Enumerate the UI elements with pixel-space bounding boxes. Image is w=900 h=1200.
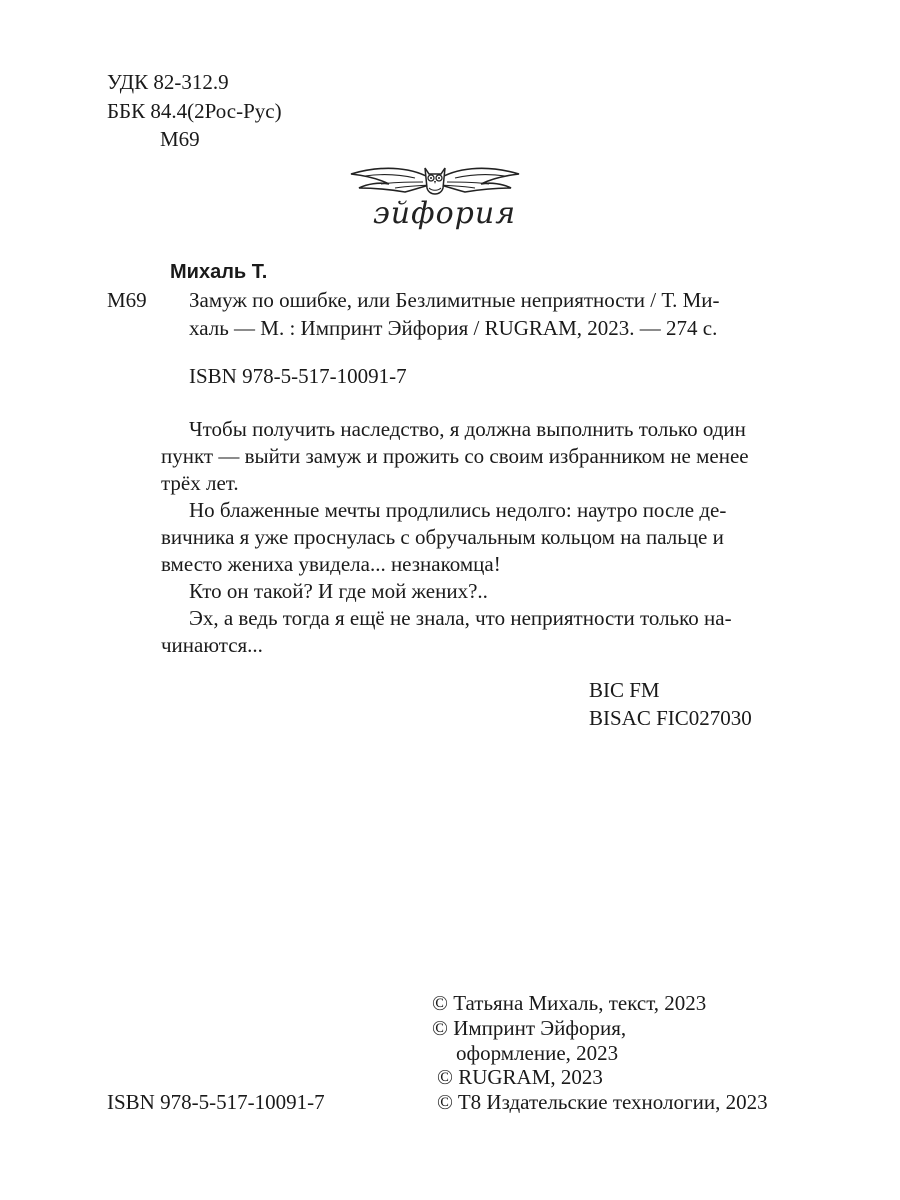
- publisher-logo: [345, 158, 525, 238]
- footer-isbn: ISBN 978-5-517-10091-7: [107, 1090, 325, 1114]
- udk-code: УДК 82-312.9: [107, 70, 229, 94]
- copyright-rugram: © RUGRAM, 2023: [437, 1065, 603, 1089]
- copyright-imprint-design: оформление, 2023: [456, 1041, 619, 1065]
- copyright-imprint: © Импринт Эйфория,: [432, 1016, 627, 1040]
- annotation-line: вместо жениха увидела... незнакомца!: [161, 552, 501, 576]
- annotation-line: Эх, а ведь тогда я ещё не знала, что неприятности только на-: [189, 606, 732, 630]
- bic-code: BIC FM: [589, 678, 660, 702]
- annotation-line: Чтобы получить наследство, я должна выполнить только один: [189, 417, 746, 441]
- annotation-line: пункт — выйти замуж и прожить со своим избранником не менее: [161, 444, 749, 468]
- annotation-line: Но блаженные мечты продлились недолго: наутро после де-: [189, 498, 727, 522]
- bibliographic-title-line-1: Замуж по ошибке, или Безлимитные неприятности / Т. Ми-: [189, 288, 720, 312]
- annotation-line: чинаются...: [161, 633, 263, 657]
- bibliographic-title-line-2: халь — М. : Импринт Эйфория / RUGRAM, 2023. — 274 с.: [189, 316, 718, 340]
- copyright-t8: © T8 Издательские технологии, 2023: [437, 1090, 768, 1114]
- author-mark-code: М69: [160, 127, 200, 151]
- author-name: Михаль Т.: [170, 261, 268, 283]
- bibliographic-mark: М69: [107, 288, 147, 312]
- annotation-line: Кто он такой? И где мой жених?..: [189, 579, 488, 603]
- annotation-line: вичника я уже проснулась с обручальным кольцом на пальце и: [161, 525, 724, 549]
- isbn-entry: ISBN 978-5-517-10091-7: [189, 364, 407, 388]
- bisac-code: BISAC FIC027030: [589, 706, 752, 730]
- copyright-author: © Татьяна Михаль, текст, 2023: [432, 991, 707, 1015]
- publisher-logo-text: эйфория: [373, 196, 517, 231]
- bbk-code: ББК 84.4(2Рос-Рус): [107, 99, 282, 123]
- annotation-line: трёх лет.: [161, 471, 239, 495]
